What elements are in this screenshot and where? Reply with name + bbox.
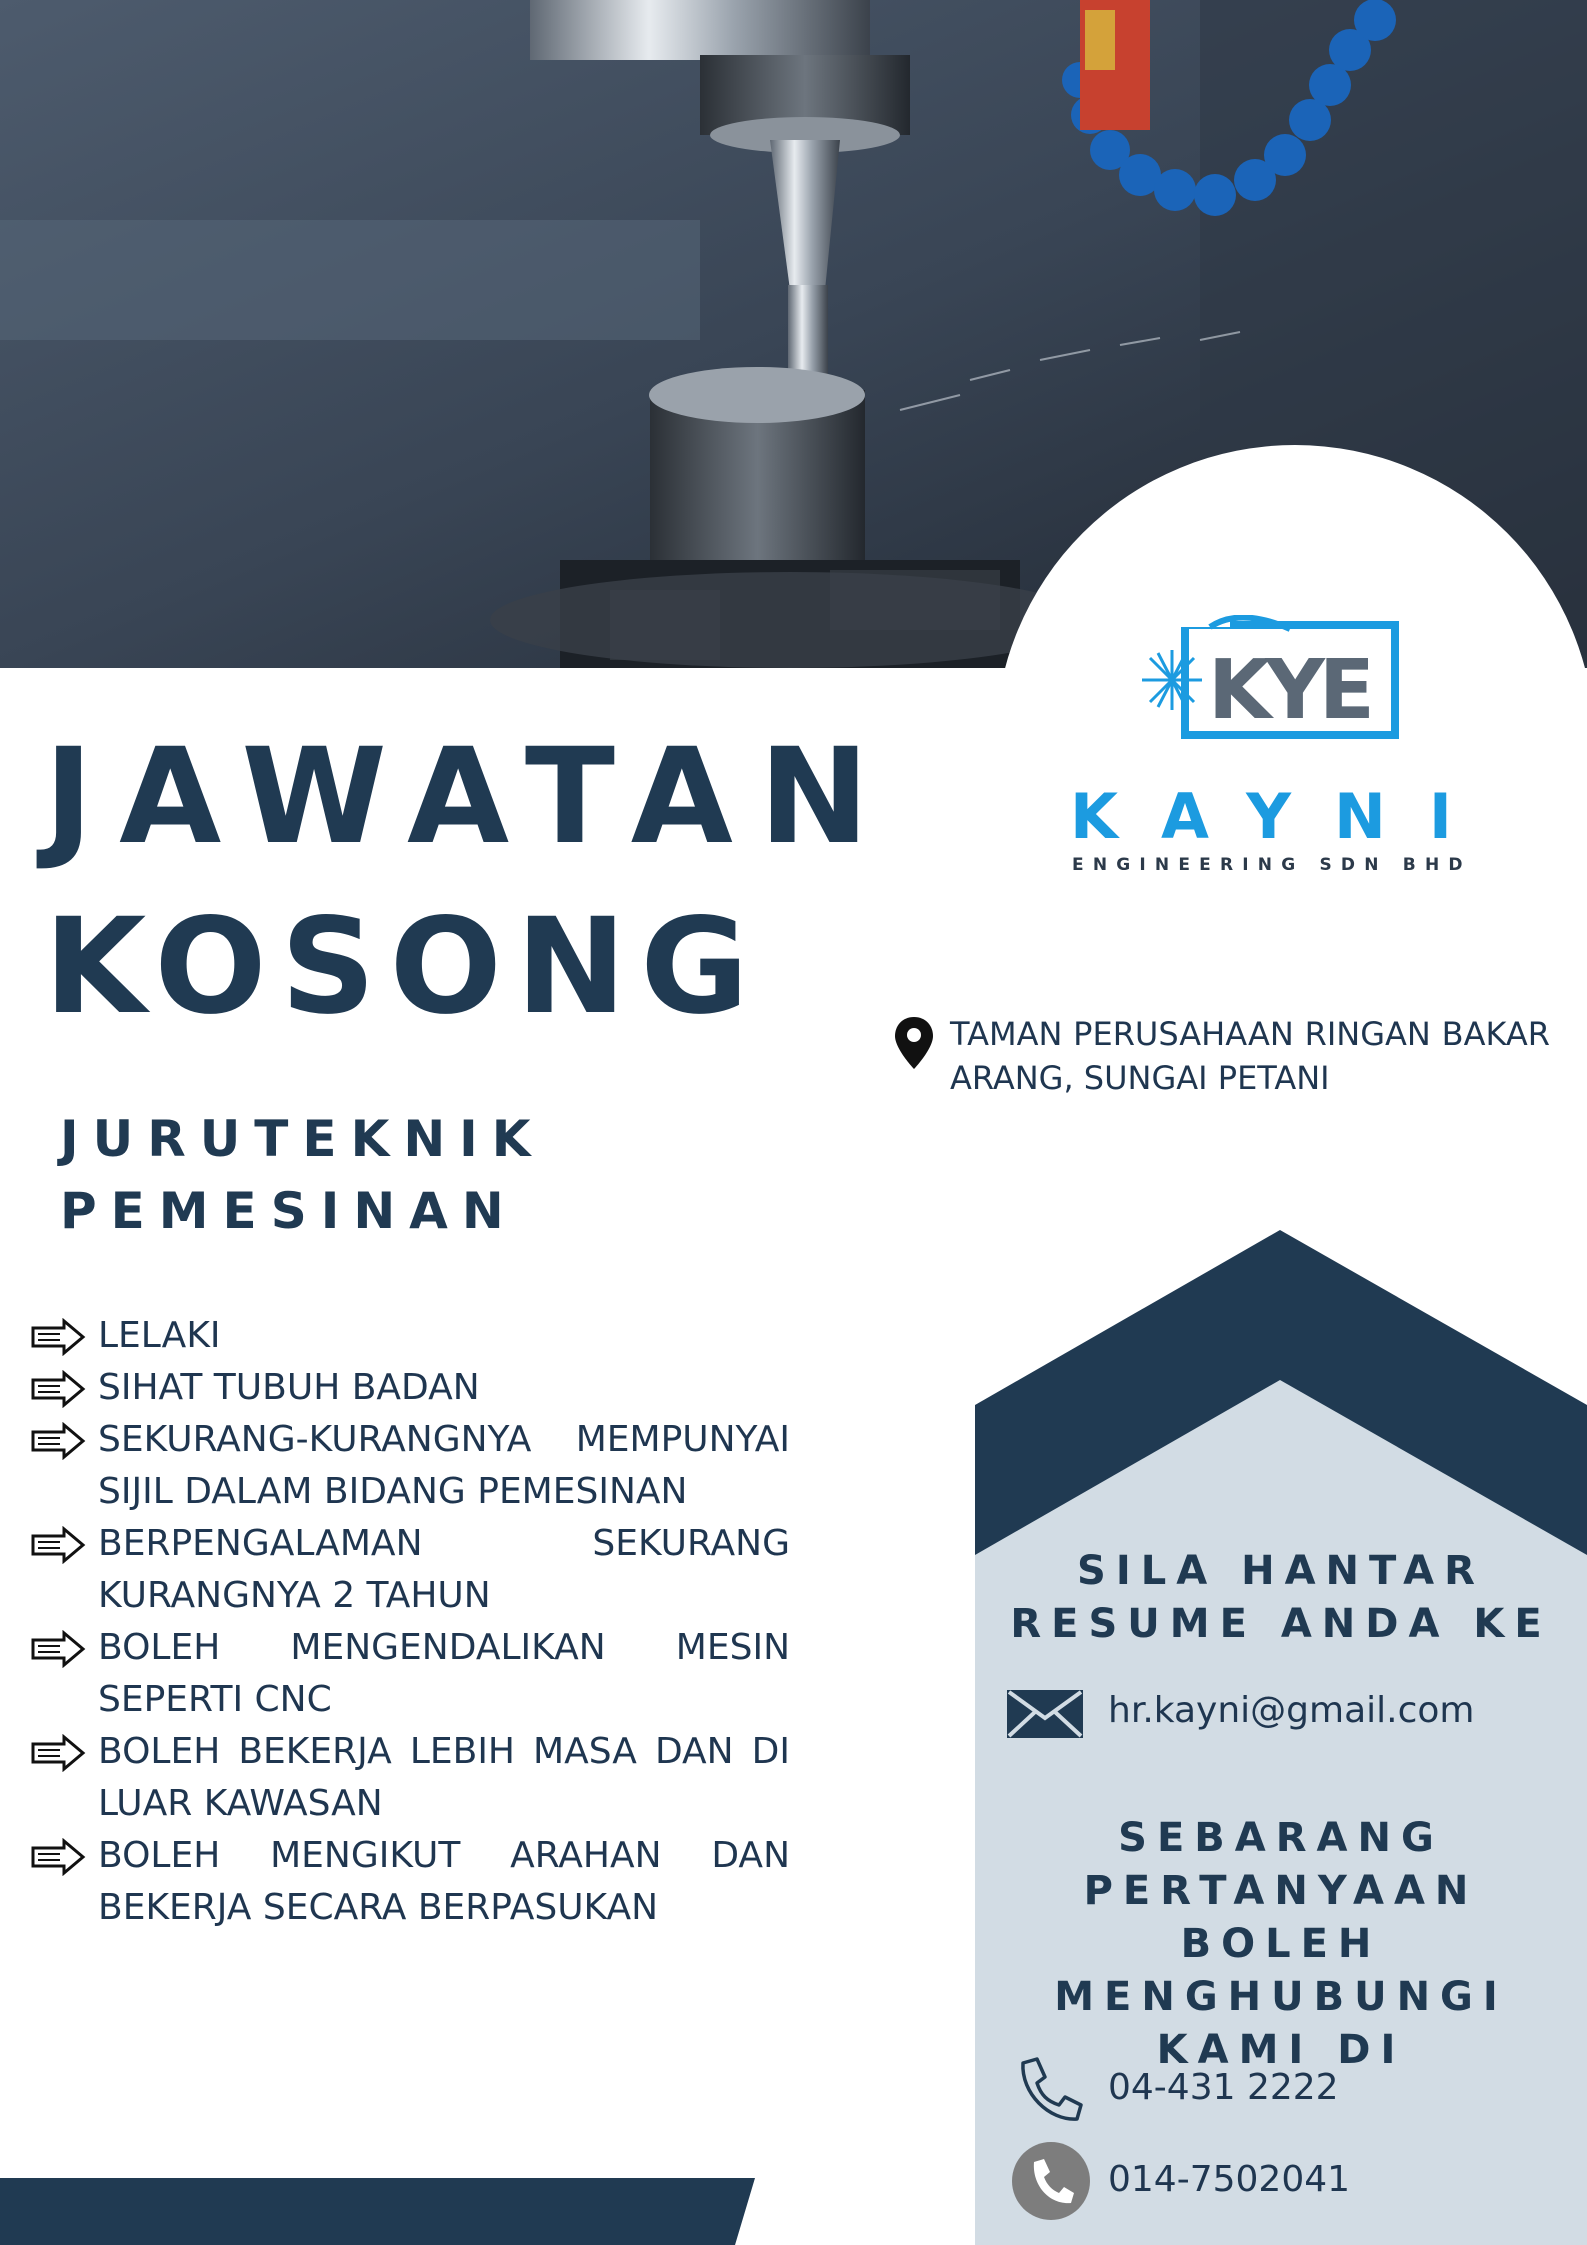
list-item bbox=[30, 1726, 790, 1830]
email-address[interactable]: hr.kayni@gmail.com bbox=[1108, 1690, 1475, 1731]
pointing-hand-icon bbox=[30, 1526, 86, 1564]
requirement-text: BOLEH MENGENDALIKAN MESIN SEPERTI CNC bbox=[98, 1627, 790, 1720]
pointing-hand-icon bbox=[30, 1734, 86, 1772]
company-subtitle: ENGINEERING SDN BHD bbox=[1072, 855, 1472, 875]
footer-accent-bar bbox=[0, 2178, 760, 2245]
location-pin-icon bbox=[893, 1015, 935, 1071]
requirement-text: SEKURANG-KURANGNYA MEMPUNYAI SIJIL DALAM BIDANG PEMESINAN bbox=[98, 1419, 790, 1512]
list-item bbox=[30, 1622, 790, 1726]
pointing-hand-icon bbox=[30, 1422, 86, 1460]
headline-line-1: JAWATAN bbox=[44, 720, 896, 874]
company-name: KAYNI bbox=[1070, 780, 1495, 853]
requirements-list bbox=[30, 1310, 790, 1934]
company-address: TAMAN PERUSAHAAN RINGAN BAKAR ARANG, SUNGAI PETANI bbox=[950, 1015, 1550, 1097]
requirement-text: SIHAT TUBUH BADAN bbox=[98, 1367, 480, 1408]
requirement-text: BOLEH BEKERJA LEBIH MASA DAN DI LUAR KAWASAN bbox=[98, 1731, 790, 1824]
pointing-hand-icon bbox=[30, 1318, 86, 1356]
pointing-hand-icon bbox=[30, 1630, 86, 1668]
list-item bbox=[30, 1518, 790, 1622]
telephone-icon bbox=[1013, 2055, 1085, 2127]
logo-mark-text: KYE bbox=[1208, 643, 1369, 738]
mobile-number[interactable]: 014-7502041 bbox=[1108, 2159, 1351, 2200]
position-line-2: PEMESINAN bbox=[60, 1182, 518, 1240]
pointing-hand-icon bbox=[30, 1370, 86, 1408]
list-item bbox=[30, 1830, 790, 1934]
envelope-icon bbox=[1005, 1688, 1085, 1740]
whatsapp-icon bbox=[1010, 2140, 1092, 2222]
requirement-text: LELAKI bbox=[98, 1315, 221, 1356]
requirement-text: BOLEH MENGIKUT ARAHAN DAN BEKERJA SECARA BERPASUKAN bbox=[98, 1835, 790, 1928]
list-item bbox=[30, 1414, 790, 1518]
list-item bbox=[30, 1362, 790, 1414]
headline-line-2: KOSONG bbox=[44, 890, 763, 1044]
spark-icon bbox=[1142, 650, 1202, 710]
phone-number[interactable]: 04-431 2222 bbox=[1108, 2067, 1339, 2108]
kayni-logo bbox=[1060, 615, 1540, 895]
requirement-text: BERPENGALAMAN SEKURANG KURANGNYA 2 TAHUN bbox=[98, 1523, 790, 1616]
position-line-1: JURUTEKNIK bbox=[60, 1110, 545, 1168]
enquiry-heading: SEBARANG PERTANYAAN BOLEH MENGHUBUNGI KAMI DI bbox=[1054, 1815, 1508, 2073]
pointing-hand-icon bbox=[30, 1838, 86, 1876]
list-item bbox=[30, 1310, 790, 1362]
resume-heading: SILA HANTAR RESUME ANDA KE bbox=[1010, 1548, 1552, 1647]
